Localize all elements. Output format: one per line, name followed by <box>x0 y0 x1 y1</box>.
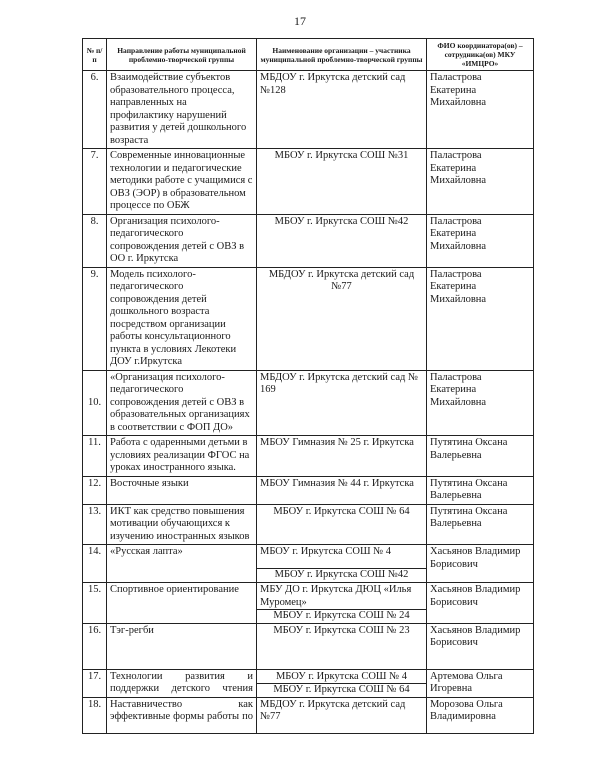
row-organization <box>257 669 427 697</box>
row-direction: Тэг-регби <box>107 623 257 669</box>
header-fio: ФИО координатора(ов) – сотрудника(ов) МКУ «ИМЦРО» <box>427 39 534 71</box>
table-row <box>83 436 534 477</box>
header-num: № п/п <box>83 39 107 71</box>
organization-line: МБОУ г. Иркутска СОШ № 4 <box>260 546 392 557</box>
table-row <box>83 71 534 149</box>
row-direction: Технологии развития и поддержки детского чтения <box>107 669 257 697</box>
row-number: 6. <box>83 71 107 149</box>
row-fio: Паластрова Екатерина Михайловна <box>427 149 534 215</box>
row-organization: МБДОУ г. Иркутска детский сад №77 <box>257 267 427 370</box>
row-organization: МБОУ г. Иркутска СОШ №42 <box>257 214 427 267</box>
organization-line: МБОУ г. Иркутска СОШ № 4 <box>275 670 408 682</box>
row-direction: Модель психолого-педагогического сопровождения детей дошкольного возраста посредством организации работы консультационного пункта в условиях Лекотеки ДОУ г.Иркутска <box>107 267 257 370</box>
row-number: 18. <box>83 697 107 733</box>
row-number: 13. <box>83 504 107 545</box>
row-number: 15. <box>83 583 107 624</box>
row-number: 10. <box>83 370 107 436</box>
row-organization: МБОУ г. Иркутска СОШ № 23 <box>257 623 427 669</box>
row-direction: Работа с одаренными детьми в условиях реализации ФГОС на уроках иностранного языка. <box>107 436 257 477</box>
row-fio: Морозова Ольга Владимировна <box>427 697 534 733</box>
row-organization: МБДОУ г. Иркутска детский сад № 169 <box>257 370 427 436</box>
row-number: 12. <box>83 476 107 504</box>
row-fio: Хасьянов Владимир Борисович <box>427 623 534 669</box>
page-number: 17 <box>294 14 306 28</box>
table-row <box>83 370 534 436</box>
organization-line: МБОУ г. Иркутска СОШ № 24 <box>257 609 426 623</box>
organization-line: МБОУ г. Иркутска СОШ №42 <box>257 568 426 582</box>
row-direction: Спортивное ориентирование <box>107 583 257 624</box>
table-row <box>83 267 534 370</box>
row-number: 17. <box>83 669 107 697</box>
row-direction: Современные инновационные технологии и педагогические методики работе с учащимися с ОВЗ (ЭОР) в образовательном процессе по ОБЖ <box>107 149 257 215</box>
row-organization: МБОУ Гимназия № 44 г. Иркутска <box>257 476 427 504</box>
row-number: 16. <box>83 623 107 669</box>
organization-line: МБОУ г. Иркутска СОШ № 64 <box>257 683 426 697</box>
row-number: 14. <box>83 545 107 583</box>
row-direction: «Русская лапта» <box>107 545 257 583</box>
row-fio: Паластрова Екатерина Михайловна <box>427 267 534 370</box>
row-fio: Хасьянов Владимир Борисович <box>427 583 534 624</box>
row-direction: «Организация психолого-педагогического сопровождения детей с ОВЗ в образовательных организациях в соответствии с ФОП ДО» <box>107 370 257 436</box>
table-row <box>83 149 534 215</box>
row-organization: МБОУ г. Иркутска СОШ №31 <box>257 149 427 215</box>
row-fio: Путятина Оксана Валерьевна <box>427 504 534 545</box>
organization-line: МБУ ДО г. Иркутска ДЮЦ «Илья Муромец» <box>260 584 412 608</box>
row-fio: Паластрова Екатерина Михайловна <box>427 370 534 436</box>
row-number: 7. <box>83 149 107 215</box>
table-row <box>83 669 534 697</box>
row-fio: Путятина Оксана Валерьевна <box>427 476 534 504</box>
coordinators-table <box>82 38 534 734</box>
row-number: 11. <box>83 436 107 477</box>
table-row <box>83 504 534 545</box>
row-organization <box>257 545 427 583</box>
header-organization: Наименование организации – участника муниципальной проблемно-творческой группы <box>257 39 427 71</box>
table-row <box>83 545 534 583</box>
table-row <box>83 697 534 733</box>
row-organization <box>257 583 427 624</box>
table-row <box>83 583 534 624</box>
row-fio: Паластрова Екатерина Михайловна <box>427 214 534 267</box>
row-direction: ИКТ как средство повышения мотивации обучающихся к изучению иностранных языков <box>107 504 257 545</box>
table-header-row <box>83 39 534 71</box>
row-fio: Артемова Ольга Игоревна <box>427 669 534 697</box>
row-number: 9. <box>83 267 107 370</box>
row-direction: Восточные языки <box>107 476 257 504</box>
row-direction: Организация психолого-педагогического сопровождения детей с ОВЗ в ОО г. Иркутска <box>107 214 257 267</box>
row-direction: Взаимодействие субъектов образовательного процесса, направленных на профилактику нарушений развития у детей дошкольного возраста <box>107 71 257 149</box>
row-organization: МБОУ г. Иркутска СОШ № 64 <box>257 504 427 545</box>
row-number: 8. <box>83 214 107 267</box>
table-row <box>83 214 534 267</box>
row-fio: Путятина Оксана Валерьевна <box>427 436 534 477</box>
header-direction: Направление работы муниципальной проблемно-творческой группы <box>107 39 257 71</box>
table-row <box>83 623 534 669</box>
row-organization: МБДОУ г. Иркутска детский сад №77 <box>257 697 427 733</box>
row-organization: МБОУ Гимназия № 25 г. Иркутска <box>257 436 427 477</box>
row-fio: Хасьянов Владимир Борисович <box>427 545 534 583</box>
table-row <box>83 476 534 504</box>
row-direction: Наставничество как эффективные формы работы по <box>107 697 257 733</box>
row-fio: Паластрова Екатерина Михайловна <box>427 71 534 149</box>
row-organization: МБДОУ г. Иркутска детский сад №128 <box>257 71 427 149</box>
